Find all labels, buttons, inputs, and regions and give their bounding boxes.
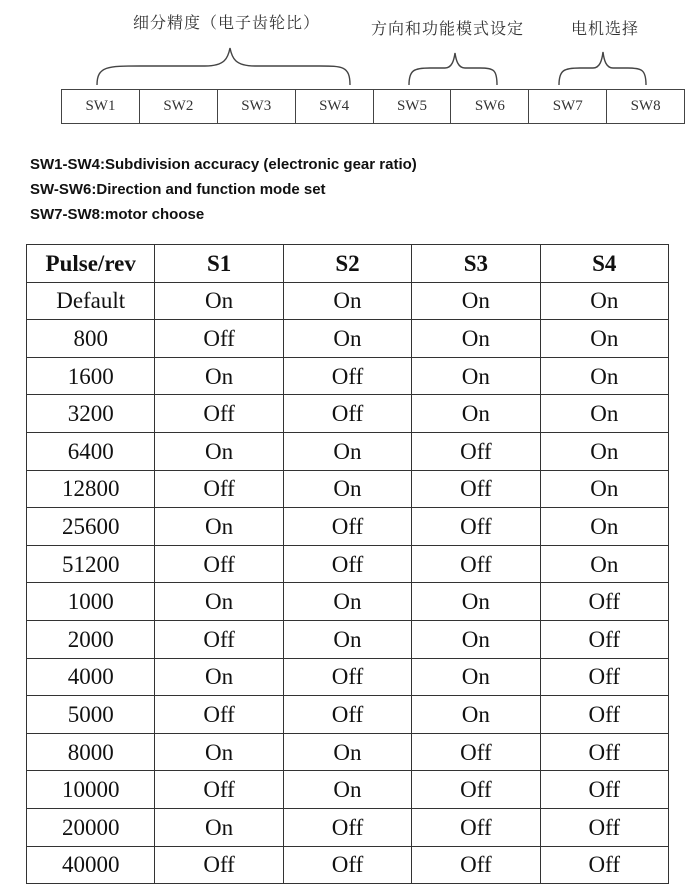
switch-state-cell: Off: [283, 395, 411, 433]
switch-state-cell: Off: [155, 771, 283, 809]
switch-state-cell: Off: [412, 771, 540, 809]
header-s1: S1: [155, 245, 283, 283]
table-row: [27, 432, 669, 470]
pulse-rev-cell: 40000: [27, 846, 155, 884]
switch-state-cell: On: [155, 733, 283, 771]
pulse-rev-cell: 2000: [27, 620, 155, 658]
switch-state-cell: Off: [155, 395, 283, 433]
header-s4: S4: [540, 245, 668, 283]
note-subdivision: SW1-SW4:Subdivision accuracy (electronic gear ratio): [30, 156, 417, 173]
switch-state-cell: On: [283, 583, 411, 621]
switch-state-cell: Off: [283, 808, 411, 846]
pulse-rev-cell: 800: [27, 320, 155, 358]
brace-sw5-sw6: [409, 53, 497, 85]
group-label-subdivision: 细分精度（电子齿轮比）: [133, 13, 321, 32]
switch-state-cell: On: [155, 508, 283, 546]
dip-switch-row: [61, 89, 685, 124]
switch-state-cell: Off: [155, 470, 283, 508]
switch-state-cell: Off: [540, 846, 668, 884]
switch-state-cell: Off: [540, 808, 668, 846]
table-row: [27, 395, 669, 433]
switch-state-cell: Off: [155, 620, 283, 658]
table-row: [27, 733, 669, 771]
switch-state-cell: On: [540, 282, 668, 320]
switch-state-cell: On: [155, 432, 283, 470]
switch-state-cell: Off: [155, 545, 283, 583]
switch-state-cell: Off: [155, 320, 283, 358]
switch-state-cell: Off: [412, 733, 540, 771]
table-row: [27, 320, 669, 358]
switch-state-cell: On: [540, 470, 668, 508]
switch-state-cell: Off: [283, 508, 411, 546]
table-row: [27, 282, 669, 320]
table-row: [27, 658, 669, 696]
switch-state-cell: On: [412, 282, 540, 320]
table-row: [27, 508, 669, 546]
switch-sw6: SW6: [451, 90, 529, 123]
header-s3: S3: [412, 245, 540, 283]
group-braces: [0, 0, 700, 90]
group-label-direction-mode: 方向和功能模式设定: [371, 19, 525, 38]
brace-sw1-sw4: [97, 48, 350, 85]
table-header-row: [27, 245, 669, 283]
switch-state-cell: On: [540, 432, 668, 470]
table-row: [27, 846, 669, 884]
table-body: [27, 282, 669, 884]
table-row: [27, 808, 669, 846]
switch-state-cell: On: [283, 733, 411, 771]
switch-sw3: SW3: [218, 90, 296, 123]
switch-state-cell: Off: [412, 545, 540, 583]
switch-state-cell: Off: [283, 846, 411, 884]
pulse-rev-cell: 3200: [27, 395, 155, 433]
switch-state-cell: Off: [412, 470, 540, 508]
pulse-rev-cell: 51200: [27, 545, 155, 583]
switch-sw7: SW7: [529, 90, 607, 123]
switch-state-cell: Off: [540, 620, 668, 658]
switch-sw5: SW5: [374, 90, 452, 123]
switch-state-cell: On: [540, 508, 668, 546]
switch-state-cell: On: [283, 470, 411, 508]
pulse-rev-cell: 6400: [27, 432, 155, 470]
switch-state-cell: On: [540, 320, 668, 358]
note-direction-mode: SW-SW6:Direction and function mode set: [30, 181, 326, 198]
pulse-rev-cell: 5000: [27, 696, 155, 734]
switch-state-cell: Off: [540, 658, 668, 696]
switch-state-cell: On: [540, 545, 668, 583]
note-motor-choose: SW7-SW8:motor choose: [30, 206, 205, 223]
switch-state-cell: On: [540, 357, 668, 395]
switch-state-cell: Off: [155, 846, 283, 884]
switch-state-cell: Off: [540, 733, 668, 771]
brace-sw7-sw8: [559, 52, 646, 85]
pulse-rev-cell: 10000: [27, 771, 155, 809]
switch-state-cell: On: [412, 583, 540, 621]
pulse-rev-cell: Default: [27, 282, 155, 320]
switch-state-cell: On: [540, 395, 668, 433]
switch-state-cell: Off: [283, 357, 411, 395]
switch-state-cell: On: [283, 282, 411, 320]
switch-state-cell: Off: [412, 846, 540, 884]
switch-state-cell: On: [155, 282, 283, 320]
switch-state-cell: Off: [283, 696, 411, 734]
table-row: [27, 357, 669, 395]
switch-state-cell: On: [412, 620, 540, 658]
pulse-rev-cell: 4000: [27, 658, 155, 696]
switch-state-cell: Off: [540, 696, 668, 734]
switch-sw8: SW8: [630, 98, 661, 114]
switch-state-cell: Off: [412, 432, 540, 470]
switch-state-cell: On: [155, 357, 283, 395]
pulse-rev-cell: 8000: [27, 733, 155, 771]
switch-state-cell: Off: [412, 508, 540, 546]
switch-state-cell: On: [283, 432, 411, 470]
table-row: [27, 470, 669, 508]
switch-state-cell: On: [283, 620, 411, 658]
switch-state-cell: On: [412, 320, 540, 358]
switch-state-cell: On: [155, 808, 283, 846]
switch-sw2: SW2: [140, 90, 218, 123]
header-s2: S2: [283, 245, 411, 283]
switch-state-cell: On: [155, 658, 283, 696]
switch-state-cell: On: [283, 771, 411, 809]
switch-state-cell: On: [283, 320, 411, 358]
switch-state-cell: Off: [155, 696, 283, 734]
switch-sw4: SW4: [296, 90, 374, 123]
header-pulse-rev: Pulse/rev: [27, 245, 155, 283]
table-row: [27, 696, 669, 734]
table-row: [27, 620, 669, 658]
table-row: [27, 771, 669, 809]
switch-state-cell: Off: [540, 583, 668, 621]
table-row: [27, 583, 669, 621]
pulse-rev-cell: 12800: [27, 470, 155, 508]
switch-state-cell: Off: [540, 771, 668, 809]
pulse-rev-cell: 1000: [27, 583, 155, 621]
switch-sw1: SW1: [62, 90, 140, 123]
switch-state-cell: Off: [283, 545, 411, 583]
switch-state-cell: On: [155, 583, 283, 621]
table-row: [27, 545, 669, 583]
pulse-rev-cell: 25600: [27, 508, 155, 546]
switch-state-cell: Off: [412, 808, 540, 846]
pulse-rev-cell: 1600: [27, 357, 155, 395]
pulse-rev-table: [26, 244, 669, 884]
switch-state-cell: Off: [283, 658, 411, 696]
switch-state-cell: On: [412, 696, 540, 734]
pulse-rev-cell: 20000: [27, 808, 155, 846]
switch-state-cell: On: [412, 395, 540, 433]
switch-state-cell: On: [412, 357, 540, 395]
switch-state-cell: On: [412, 658, 540, 696]
group-label-motor-choose: 电机选择: [571, 19, 640, 38]
